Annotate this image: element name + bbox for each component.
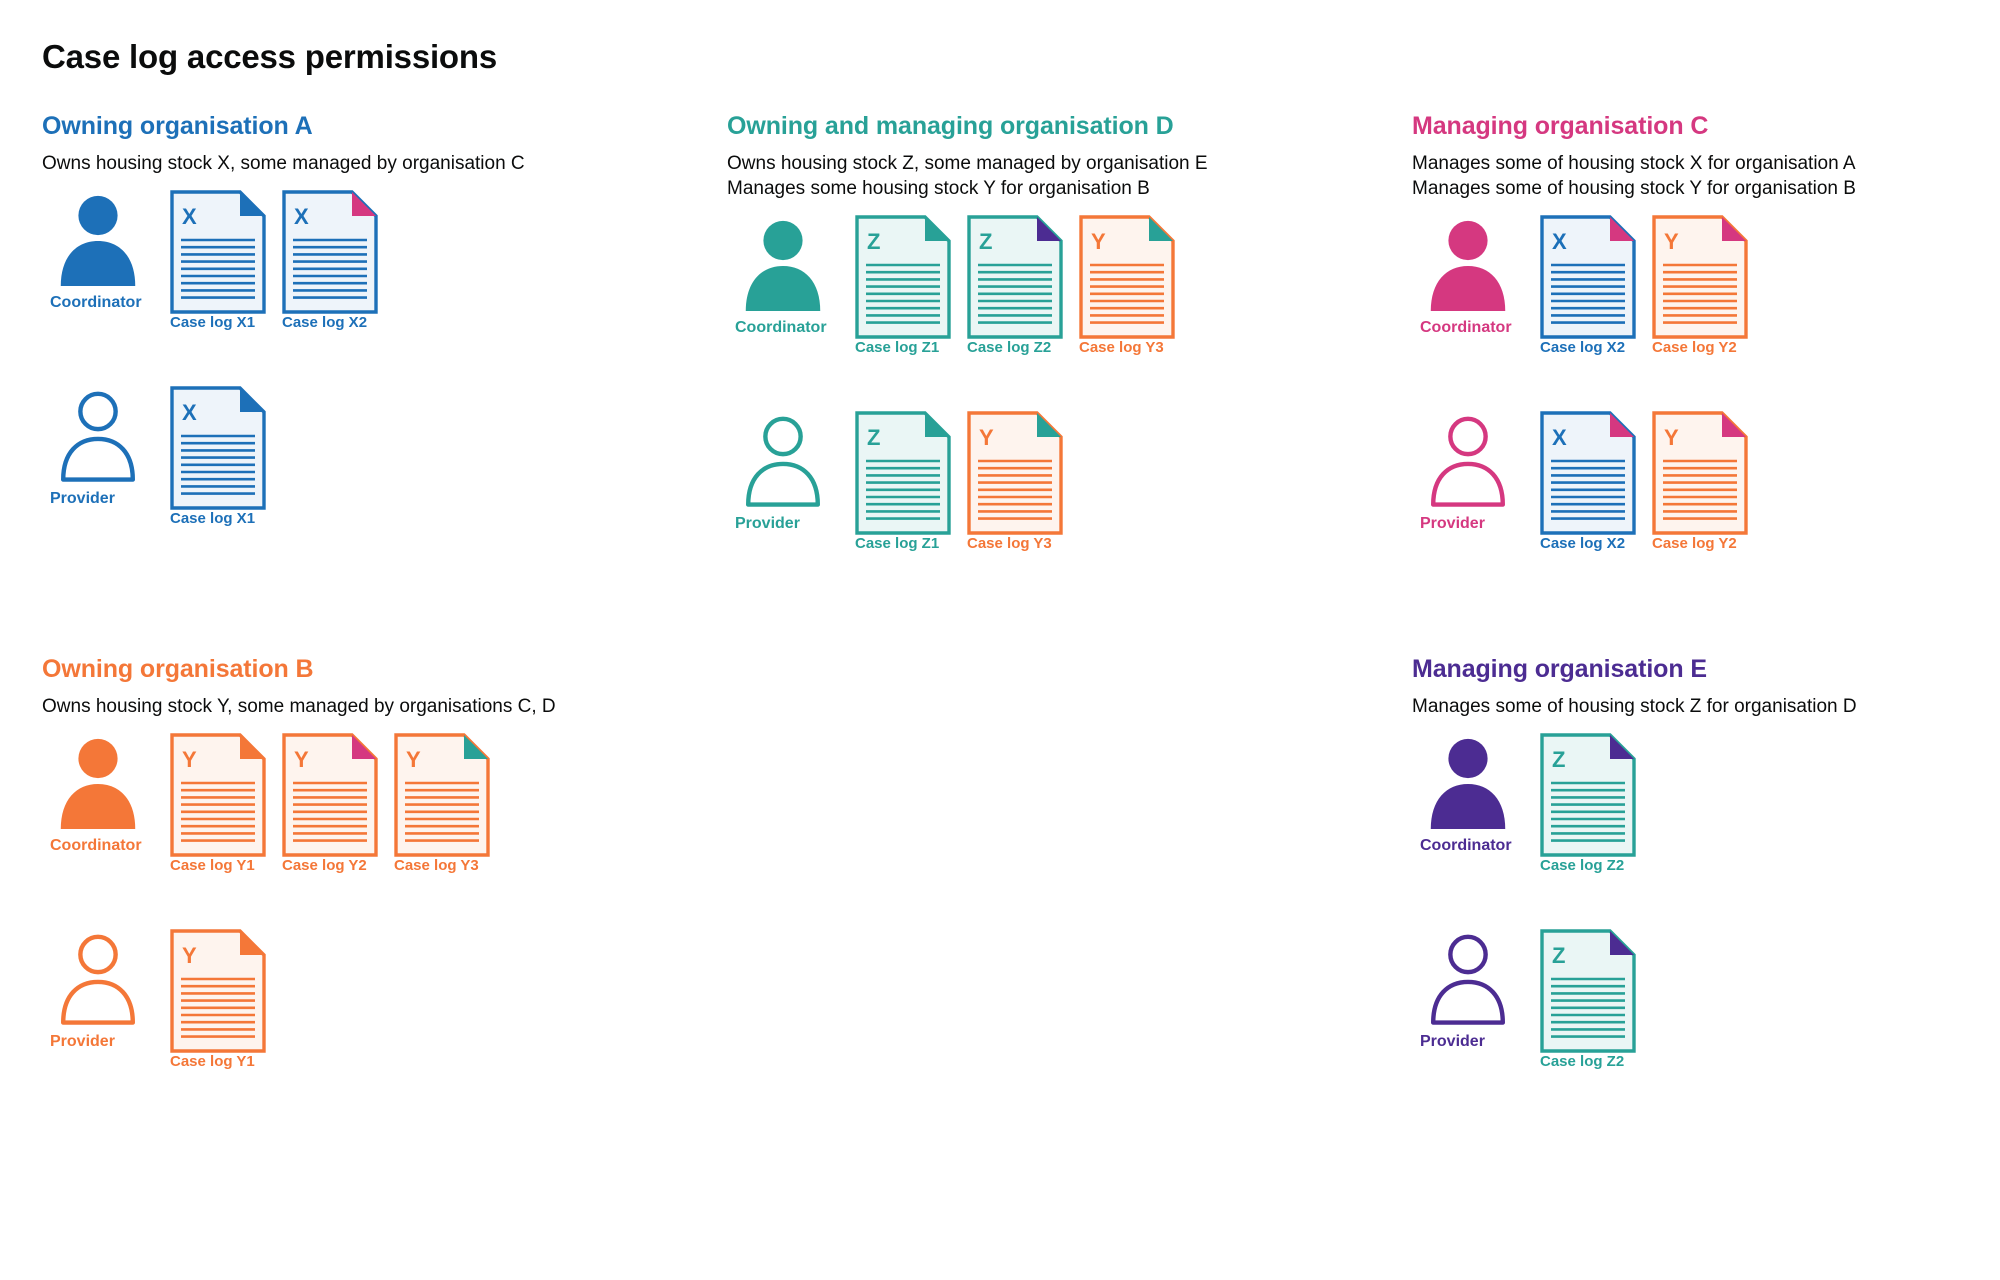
document-icon bbox=[170, 190, 266, 314]
case-log-card[interactable] bbox=[394, 733, 490, 875]
org-title: Owning and managing organisation D bbox=[727, 112, 1174, 140]
document-icon bbox=[855, 411, 951, 535]
org-description-line: Manages some of housing stock Z for organisation D bbox=[1412, 696, 1857, 718]
user-access-row bbox=[40, 733, 725, 929]
user-role-label: Provider bbox=[1420, 1033, 1485, 1051]
case-log-card[interactable] bbox=[282, 733, 378, 875]
user-access-row bbox=[40, 386, 725, 582]
case-log-label: Case log X1 bbox=[170, 510, 256, 528]
org-description bbox=[1412, 694, 2000, 719]
case-log-list bbox=[1540, 929, 1652, 1071]
svg-text:X: X bbox=[1552, 229, 1567, 255]
document-icon bbox=[170, 386, 266, 510]
case-log-card[interactable] bbox=[282, 190, 378, 332]
user-access-row bbox=[1410, 929, 2000, 1125]
case-log-label: Case log Y3 bbox=[1079, 339, 1164, 357]
person-icon bbox=[1410, 411, 1516, 509]
case-log-label: Case log Y2 bbox=[282, 857, 367, 875]
person-icon bbox=[40, 190, 146, 288]
case-log-card[interactable] bbox=[1540, 215, 1636, 357]
svg-text:Z: Z bbox=[867, 229, 881, 255]
person-icon bbox=[40, 386, 146, 484]
case-log-list bbox=[1540, 411, 1764, 553]
svg-text:Z: Z bbox=[979, 229, 993, 255]
user-role-label: Provider bbox=[50, 1033, 115, 1051]
case-log-card[interactable] bbox=[1540, 929, 1636, 1071]
case-log-label: Case log Y1 bbox=[170, 857, 255, 875]
person-icon bbox=[40, 929, 146, 1027]
document-icon bbox=[1540, 733, 1636, 857]
user-role-label: Provider bbox=[1420, 515, 1485, 533]
case-log-label: Case log Z2 bbox=[1540, 1053, 1625, 1071]
document-icon bbox=[170, 929, 266, 1053]
user-access-row bbox=[1410, 411, 2000, 607]
org-description bbox=[42, 694, 702, 719]
case-log-label: Case log Y1 bbox=[170, 1053, 255, 1071]
document-icon bbox=[967, 411, 1063, 535]
document-icon bbox=[1540, 929, 1636, 1053]
org-title: Owning organisation A bbox=[42, 112, 313, 140]
case-log-card[interactable] bbox=[1079, 215, 1175, 357]
user-role-label: Provider bbox=[735, 515, 800, 533]
svg-text:Z: Z bbox=[867, 425, 881, 451]
case-log-card[interactable] bbox=[855, 215, 951, 357]
svg-text:X: X bbox=[182, 400, 197, 426]
org-description-line: Owns housing stock Z, some managed by organisation E bbox=[727, 153, 1208, 174]
org-block-a bbox=[40, 112, 725, 607]
org-description bbox=[727, 151, 1387, 201]
case-log-list bbox=[1540, 733, 1652, 875]
svg-text:Y: Y bbox=[979, 425, 994, 451]
case-log-label: Case log Z2 bbox=[1540, 857, 1625, 875]
svg-text:X: X bbox=[182, 204, 197, 230]
svg-text:Y: Y bbox=[1664, 425, 1679, 451]
user-coordinator bbox=[1410, 733, 1540, 855]
document-icon bbox=[855, 215, 951, 339]
case-log-card[interactable] bbox=[967, 215, 1063, 357]
case-log-card[interactable] bbox=[1540, 411, 1636, 553]
document-icon bbox=[282, 733, 378, 857]
org-title: Managing organisation E bbox=[1412, 655, 1707, 684]
organisation-row-bottom bbox=[40, 655, 1960, 1125]
case-log-list bbox=[170, 386, 282, 528]
user-coordinator bbox=[725, 215, 855, 337]
case-log-card[interactable] bbox=[967, 411, 1063, 553]
user-provider bbox=[40, 929, 170, 1051]
case-log-list bbox=[170, 929, 282, 1071]
org-block-d bbox=[725, 112, 1410, 607]
svg-text:Y: Y bbox=[294, 747, 309, 773]
organisation-row-top bbox=[40, 112, 1960, 607]
case-log-list bbox=[170, 190, 394, 332]
user-provider bbox=[1410, 411, 1540, 533]
org-block-b bbox=[40, 655, 725, 1125]
org-description-line: Owns housing stock X, some managed by organisation C bbox=[42, 153, 525, 174]
svg-text:X: X bbox=[1552, 425, 1567, 451]
user-access-row bbox=[40, 190, 725, 386]
case-log-list bbox=[1540, 215, 1764, 357]
user-provider bbox=[725, 411, 855, 533]
user-role-label: Coordinator bbox=[1420, 837, 1512, 855]
org-block-e bbox=[1410, 655, 2000, 1125]
org-title: Owning organisation B bbox=[42, 655, 314, 684]
user-provider bbox=[1410, 929, 1540, 1051]
case-log-card[interactable] bbox=[170, 733, 266, 875]
case-log-card[interactable] bbox=[1652, 215, 1748, 357]
person-icon bbox=[1410, 733, 1516, 831]
svg-text:Z: Z bbox=[1552, 943, 1566, 969]
user-role-label: Provider bbox=[50, 490, 115, 508]
document-icon bbox=[1540, 411, 1636, 535]
case-log-label: Case log Z1 bbox=[855, 339, 940, 357]
case-log-label: Case log Y2 bbox=[1652, 535, 1737, 553]
case-log-label: Case log Y3 bbox=[967, 535, 1052, 553]
document-icon bbox=[1652, 411, 1748, 535]
case-log-list bbox=[170, 733, 506, 875]
org-title: Managing organisation C bbox=[1412, 112, 1709, 140]
case-log-list bbox=[855, 411, 1079, 553]
document-icon bbox=[967, 215, 1063, 339]
person-icon bbox=[1410, 215, 1516, 313]
case-log-card[interactable] bbox=[170, 190, 266, 332]
org-block-empty bbox=[725, 655, 1410, 1125]
user-role-label: Coordinator bbox=[735, 319, 827, 337]
document-icon bbox=[170, 733, 266, 857]
org-description bbox=[42, 151, 702, 176]
user-access-row bbox=[1410, 733, 2000, 929]
svg-text:X: X bbox=[294, 204, 309, 230]
user-coordinator bbox=[40, 733, 170, 855]
org-description-line: Manages some of housing stock X for organisation A bbox=[1412, 153, 1856, 174]
case-log-label: Case log X2 bbox=[1540, 535, 1626, 553]
user-provider bbox=[40, 386, 170, 508]
case-log-list bbox=[855, 215, 1191, 357]
user-access-row bbox=[40, 929, 725, 1125]
case-log-label: Case log X2 bbox=[282, 314, 368, 332]
user-coordinator bbox=[40, 190, 170, 312]
svg-text:Y: Y bbox=[1091, 229, 1106, 255]
svg-text:Y: Y bbox=[406, 747, 421, 773]
user-role-label: Coordinator bbox=[50, 837, 142, 855]
org-description-line: Manages some housing stock Y for organisation B bbox=[727, 178, 1150, 200]
case-log-card[interactable] bbox=[1652, 411, 1748, 553]
document-icon bbox=[1652, 215, 1748, 339]
organisation-grid bbox=[40, 112, 1960, 1125]
person-icon bbox=[1410, 929, 1516, 1027]
user-coordinator bbox=[1410, 215, 1540, 337]
case-log-label: Case log Y2 bbox=[1652, 339, 1737, 357]
case-log-label: Case log Z2 bbox=[967, 339, 1052, 357]
case-log-label: Case log X1 bbox=[170, 314, 256, 332]
org-block-c bbox=[1410, 112, 2000, 607]
case-log-label: Case log Y3 bbox=[394, 857, 479, 875]
user-access-row bbox=[725, 411, 1410, 607]
user-role-label: Coordinator bbox=[1420, 319, 1512, 337]
org-description-line: Owns housing stock Y, some managed by organisations C, D bbox=[42, 696, 556, 718]
svg-text:Y: Y bbox=[182, 747, 197, 773]
document-icon bbox=[394, 733, 490, 857]
document-icon bbox=[1540, 215, 1636, 339]
document-icon bbox=[282, 190, 378, 314]
case-log-card[interactable] bbox=[170, 386, 266, 528]
case-log-label: Case log X2 bbox=[1540, 339, 1626, 357]
svg-text:Y: Y bbox=[182, 943, 197, 969]
person-icon bbox=[40, 733, 146, 831]
case-log-card[interactable] bbox=[170, 929, 266, 1071]
user-access-row bbox=[1410, 215, 2000, 411]
org-description bbox=[1412, 151, 2000, 201]
svg-text:Y: Y bbox=[1664, 229, 1679, 255]
case-log-label: Case log Z1 bbox=[855, 535, 940, 553]
case-log-card[interactable] bbox=[1540, 733, 1636, 875]
case-log-card[interactable] bbox=[855, 411, 951, 553]
page-title: Case log access permissions bbox=[42, 38, 498, 75]
document-icon bbox=[1079, 215, 1175, 339]
user-role-label: Coordinator bbox=[50, 294, 142, 312]
svg-text:Z: Z bbox=[1552, 747, 1566, 773]
person-icon bbox=[725, 215, 831, 313]
user-access-row bbox=[725, 215, 1410, 411]
org-description-line: Manages some of housing stock Y for organisation B bbox=[1412, 178, 1856, 200]
person-icon bbox=[725, 411, 831, 509]
